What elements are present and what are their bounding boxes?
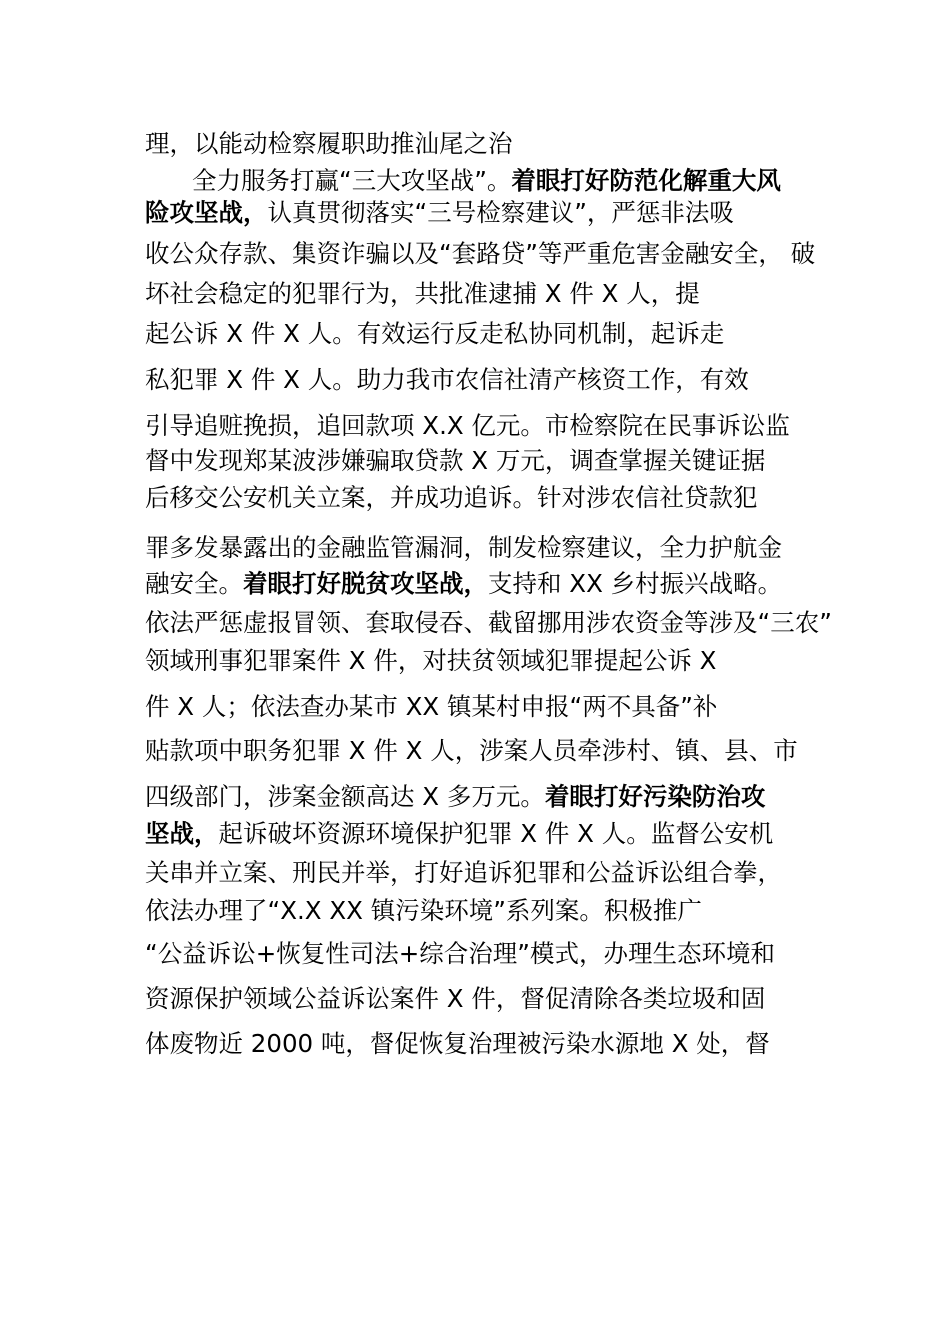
body-text: 坏社会稳定的犯罪行为，共批准逮捕 X 件 X 人，提: [145, 279, 700, 308]
text-line: [145, 314, 724, 354]
body-text: 资源保护领域公益诉讼案件 X 件，督促清除各类垃圾和固: [145, 984, 766, 1013]
body-text: 引导追赃挽损，追回款项 X.X 亿元。市检察院在民事诉讼监: [145, 411, 790, 440]
body-text: 后移交公安机关立案，并成功追诉。针对涉农信社贷款犯: [145, 483, 758, 512]
bold-heading-text: 坚战，: [145, 819, 219, 848]
text-line: [145, 234, 815, 274]
text-line: [145, 687, 717, 727]
body-text: 认真贯彻落实“三号检察建议”，严惩非法吸: [267, 198, 734, 227]
text-line: [145, 641, 716, 681]
body-text: 四级部门，涉案金额高达 X 多万元。: [145, 782, 545, 811]
body-text: 起公诉 X 件 X 人。有效运行反走私协同机制，起诉走: [145, 319, 725, 348]
text-line: [145, 274, 700, 314]
text-line: [145, 193, 734, 233]
text-line: [145, 564, 782, 604]
text-line: [145, 731, 798, 771]
text-line: [145, 891, 702, 931]
body-text: 依法严惩虚报冒领、套取侵吞、截留挪用涉农资金等涉及“三农”: [145, 608, 832, 637]
body-text: 收公众存款、集资诈骗以及“套路贷”等严重危害金融安全， 破: [145, 239, 816, 268]
body-text: 罪多发暴露出的金融监管漏洞，制发检察建议，全力护航金: [145, 533, 782, 562]
body-text: 督中发现郑某波涉嫌骗取贷款 X 万元，调查掌握关键证据: [145, 446, 766, 475]
bold-heading-text: 着眼打好防范化解重大风: [511, 166, 781, 195]
body-text: 贴款项中职务犯罪 X 件 X 人，涉案人员牵涉村、镇、县、市: [145, 736, 798, 765]
text-line: [145, 441, 765, 481]
body-text: 起诉破坏资源环境保护犯罪 X 件 X 人。监督公安机: [218, 819, 774, 848]
body-text: 支持和 XX 乡村振兴战略。: [488, 569, 783, 598]
body-text: 关串并立案、刑民并举，打好追诉犯罪和公益诉讼组合拳，: [145, 858, 782, 887]
body-text: 全力服务打赢“三大攻坚战”。: [192, 166, 512, 195]
text-line: [145, 934, 775, 974]
body-text: “公益诉讼+恢复性司法+综合治理”模式，办理生态环境和: [145, 939, 775, 968]
bold-heading-text: 着眼打好脱贫攻坚战，: [243, 569, 488, 598]
body-text: 领域刑事犯罪案件 X 件，对扶贫领域犯罪提起公诉 X: [145, 646, 717, 675]
text-line: [145, 1024, 770, 1064]
text-line: [145, 853, 782, 893]
body-text: 件 X 人；依法查办某市 XX 镇某村申报“两不具备”补: [145, 692, 718, 721]
text-line: [145, 979, 765, 1019]
text-line: [145, 777, 765, 817]
body-text: 依法办理了“X.X XX 镇污染环境”系列案。积极推广: [145, 896, 702, 925]
text-line: [145, 124, 513, 164]
text-line: [145, 360, 749, 400]
text-line: [145, 814, 773, 854]
body-text: 体废物近 2000 吨，督促恢复治理被污染水源地 X 处，督: [145, 1029, 770, 1058]
text-line: [145, 528, 782, 568]
text-line: [145, 603, 832, 643]
text-line: [145, 478, 758, 518]
body-text: 融安全。: [145, 569, 243, 598]
bold-heading-text: 险攻坚战，: [145, 198, 268, 227]
bold-heading-text: 着眼打好污染防治攻: [544, 782, 766, 811]
text-line: [145, 406, 790, 446]
body-text: 私犯罪 X 件 X 人。助力我市农信社清产核资工作，有效: [145, 365, 749, 394]
body-text: 理，以能动检察履职助推汕尾之治: [145, 129, 513, 158]
